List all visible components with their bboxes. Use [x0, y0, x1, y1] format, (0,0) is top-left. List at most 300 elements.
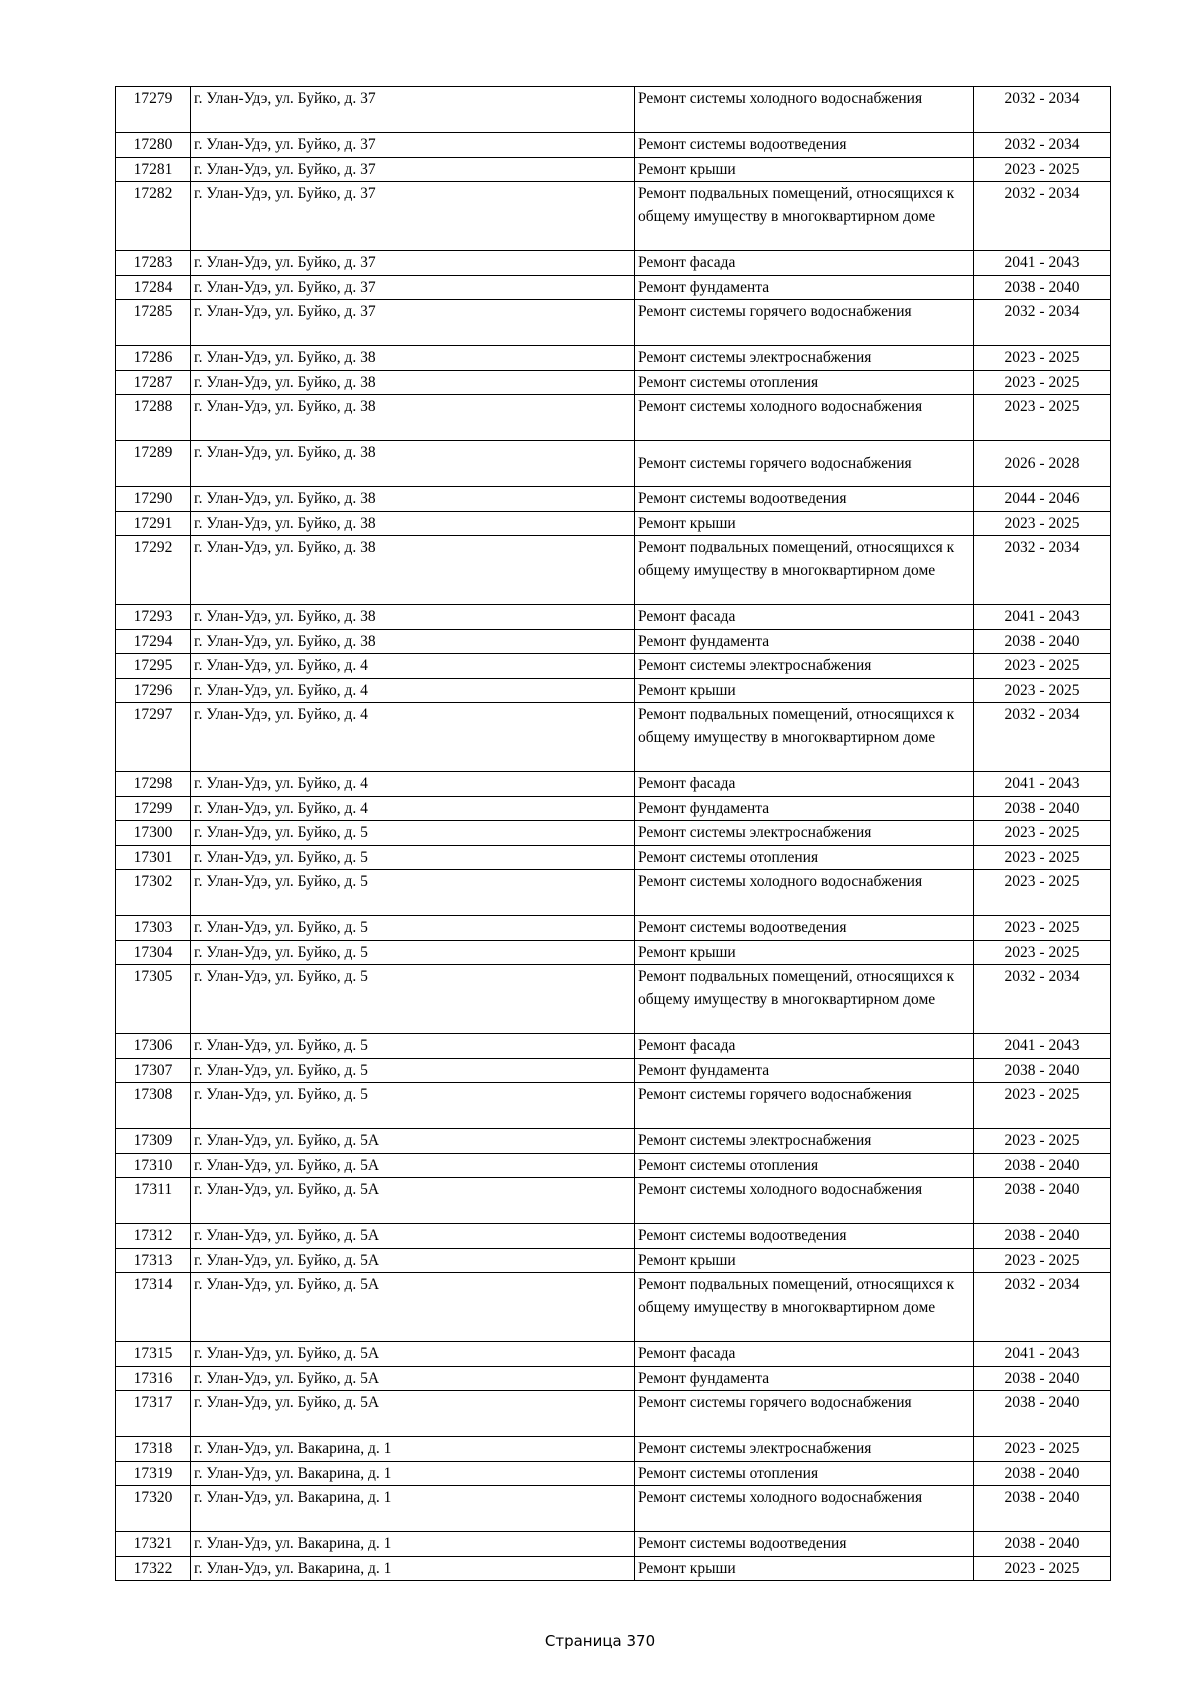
row-work-type: [635, 654, 974, 679]
row-work-type-text: Ремонт системы электроснабжения: [638, 1132, 872, 1149]
page-number: Страница 370: [544, 1632, 656, 1650]
row-work-type-text: Ремонт системы горячего водоснабжения: [638, 455, 912, 472]
row-work-type: [635, 870, 974, 916]
row-number-text: 17321: [133, 1535, 173, 1552]
row-number: [116, 487, 191, 512]
row-work-type: [635, 605, 974, 630]
row-period-text: 2023 - 2025: [1004, 873, 1080, 890]
row-address-text: г. Улан-Удэ, ул. Буйко, д. 37: [194, 160, 376, 178]
row-work-type-text: Ремонт крыши: [638, 681, 736, 699]
row-number: [116, 395, 191, 441]
row-work-type: [635, 251, 974, 276]
row-address: [191, 605, 635, 630]
row-work-type-text: Ремонт фундамента: [638, 632, 770, 650]
table-row: [116, 346, 1111, 371]
row-number: [116, 87, 191, 133]
row-work-type: [635, 821, 974, 846]
row-work-type-text: Ремонт фундамента: [638, 278, 770, 296]
row-period: [974, 1342, 1111, 1367]
table-row: [116, 1248, 1111, 1273]
row-number: [116, 703, 191, 772]
row-period: [974, 703, 1111, 772]
row-period-text: 2023 - 2025: [1004, 681, 1080, 699]
row-work-type: [635, 133, 974, 158]
row-number-text: 17301: [133, 848, 173, 866]
table-row: [116, 511, 1111, 536]
row-number: [116, 796, 191, 821]
row-number: [116, 251, 191, 276]
row-address-text: г. Улан-Удэ, ул. Буйко, д. 5: [194, 919, 368, 936]
row-address-text: г. Улан-Удэ, ул. Буйко, д. 4: [194, 799, 368, 817]
row-address-text: г. Улан-Удэ, ул. Буйко, д. 5А: [194, 1156, 380, 1174]
table-row: [116, 678, 1111, 703]
row-address: [191, 87, 635, 133]
row-period: [974, 487, 1111, 512]
row-number-text: 17307: [133, 1061, 173, 1079]
row-number-text: 17300: [133, 824, 173, 841]
table-row: [116, 965, 1111, 1034]
row-work-type: [635, 1224, 974, 1249]
table-row: [116, 1129, 1111, 1154]
row-work-type-text: Ремонт крыши: [638, 943, 736, 961]
row-number-text: 17317: [133, 1394, 173, 1411]
row-period-text: 2038 - 2040: [1004, 632, 1080, 650]
row-period: [974, 772, 1111, 797]
table-row: [116, 1486, 1111, 1532]
row-address: [191, 182, 635, 251]
row-address-text: г. Улан-Удэ, ул. Вакарина, д. 1: [194, 1440, 392, 1457]
row-address: [191, 1556, 635, 1581]
row-number-text: 17283: [133, 254, 173, 271]
row-address: [191, 370, 635, 395]
row-number: [116, 1178, 191, 1224]
row-work-type-text: Ремонт системы водоотведения: [638, 136, 847, 153]
row-number-text: 17298: [133, 775, 173, 792]
row-period: [974, 1461, 1111, 1486]
row-period-text: 2038 - 2040: [1004, 1489, 1080, 1506]
row-work-type-text: Ремонт подвальных помещений, относящихся к общему имуществу в многоквартирном доме: [638, 968, 955, 1008]
row-number: [116, 821, 191, 846]
row-address-text: г. Улан-Удэ, ул. Вакарина, д. 1: [194, 1535, 392, 1552]
row-address: [191, 251, 635, 276]
row-number-text: 17303: [133, 919, 173, 936]
row-work-type-text: Ремонт системы отопления: [638, 1464, 819, 1482]
row-address-text: г. Улан-Удэ, ул. Буйко, д. 4: [194, 706, 368, 723]
row-number: [116, 182, 191, 251]
row-work-type: [635, 370, 974, 395]
row-address-text: г. Улан-Удэ, ул. Буйко, д. 5А: [194, 1251, 380, 1269]
row-work-type-text: Ремонт фасада: [638, 608, 736, 625]
row-address: [191, 1486, 635, 1532]
row-number: [116, 1486, 191, 1532]
row-address-text: г. Улан-Удэ, ул. Вакарина, д. 1: [194, 1464, 392, 1482]
row-number-text: 17311: [133, 1181, 173, 1198]
table-row: [116, 916, 1111, 941]
table-row: [116, 1532, 1111, 1557]
row-address: [191, 157, 635, 182]
row-work-type: [635, 87, 974, 133]
row-work-type-text: Ремонт фундамента: [638, 799, 770, 817]
row-address-text: г. Улан-Удэ, ул. Буйко, д. 38: [194, 608, 376, 625]
row-address-text: г. Улан-Удэ, ул. Буйко, д. 5: [194, 1037, 368, 1054]
row-work-type: [635, 487, 974, 512]
row-number: [116, 1273, 191, 1342]
row-address: [191, 916, 635, 941]
row-number-text: 17309: [133, 1132, 173, 1149]
row-work-type: [635, 157, 974, 182]
row-period-text: 2023 - 2025: [1004, 824, 1080, 841]
row-work-type-text: Ремонт системы электроснабжения: [638, 657, 872, 674]
row-work-type: [635, 536, 974, 605]
row-period-text: 2023 - 2025: [1004, 373, 1080, 391]
row-number-text: 17302: [133, 873, 173, 890]
row-number: [116, 845, 191, 870]
row-period-text: 2038 - 2040: [1004, 1464, 1080, 1482]
row-number-text: 17322: [133, 1559, 173, 1577]
row-address: [191, 1342, 635, 1367]
row-address: [191, 487, 635, 512]
row-address: [191, 1461, 635, 1486]
row-work-type-text: Ремонт системы холодного водоснабжения: [638, 398, 923, 415]
row-number-text: 17314: [133, 1276, 173, 1293]
row-work-type: [635, 346, 974, 371]
row-work-type-text: Ремонт подвальных помещений, относящихся к общему имуществу в многоквартирном доме: [638, 185, 955, 225]
row-address-text: г. Улан-Удэ, ул. Буйко, д. 38: [194, 490, 376, 507]
row-period-text: 2041 - 2043: [1004, 1037, 1080, 1054]
row-address: [191, 300, 635, 346]
row-period-text: 2023 - 2025: [1004, 1440, 1080, 1457]
table-row: [116, 441, 1111, 487]
row-period: [974, 275, 1111, 300]
table-row: [116, 370, 1111, 395]
row-address: [191, 1034, 635, 1059]
row-number: [116, 1556, 191, 1581]
table-row: [116, 1058, 1111, 1083]
row-address-text: г. Улан-Удэ, ул. Буйко, д. 5А: [194, 1181, 380, 1198]
row-work-type: [635, 1034, 974, 1059]
row-address-text: г. Улан-Удэ, ул. Буйко, д. 4: [194, 681, 368, 699]
row-number: [116, 1532, 191, 1557]
row-work-type-text: Ремонт системы водоотведения: [638, 1227, 847, 1244]
row-number: [116, 1391, 191, 1437]
table-row: [116, 870, 1111, 916]
table-row: [116, 487, 1111, 512]
row-work-type-text: Ремонт системы водоотведения: [638, 490, 847, 507]
row-address-text: г. Улан-Удэ, ул. Буйко, д. 5: [194, 1061, 368, 1079]
row-work-type: [635, 1532, 974, 1557]
table-row: [116, 395, 1111, 441]
row-number-text: 17305: [133, 968, 173, 985]
row-address-text: г. Улан-Удэ, ул. Буйко, д. 4: [194, 657, 368, 674]
row-number: [116, 678, 191, 703]
repair-schedule-table: [115, 86, 1111, 1581]
table-row: [116, 940, 1111, 965]
row-number: [116, 940, 191, 965]
table-row: [116, 1178, 1111, 1224]
row-number: [116, 300, 191, 346]
row-address-text: г. Улан-Удэ, ул. Буйко, д. 5А: [194, 1345, 380, 1362]
row-period: [974, 654, 1111, 679]
row-address: [191, 870, 635, 916]
row-work-type: [635, 1366, 974, 1391]
row-period: [974, 1486, 1111, 1532]
row-period: [974, 1391, 1111, 1437]
row-number-text: 17296: [133, 681, 173, 699]
row-work-type-text: Ремонт системы горячего водоснабжения: [638, 1086, 912, 1103]
row-work-type-text: Ремонт фасада: [638, 775, 736, 792]
row-address-text: г. Улан-Удэ, ул. Буйко, д. 38: [194, 373, 376, 391]
row-number-text: 17319: [133, 1464, 173, 1482]
row-work-type: [635, 1486, 974, 1532]
row-address-text: г. Улан-Удэ, ул. Вакарина, д. 1: [194, 1489, 392, 1506]
row-period-text: 2023 - 2025: [1004, 160, 1080, 178]
row-work-type-text: Ремонт системы водоотведения: [638, 919, 847, 936]
row-work-type: [635, 1129, 974, 1154]
row-period: [974, 1437, 1111, 1462]
row-work-type-text: Ремонт системы электроснабжения: [638, 349, 872, 366]
row-number-text: 17318: [133, 1440, 173, 1457]
row-period-text: 2023 - 2025: [1004, 398, 1080, 415]
row-work-type-text: Ремонт подвальных помещений, относящихся к общему имуществу в многоквартирном доме: [638, 706, 955, 746]
row-period: [974, 870, 1111, 916]
row-period-text: 2032 - 2034: [1004, 185, 1080, 202]
row-period: [974, 1034, 1111, 1059]
row-number-text: 17294: [133, 632, 173, 650]
row-address-text: г. Улан-Удэ, ул. Буйко, д. 5А: [194, 1369, 380, 1387]
row-address-text: г. Улан-Удэ, ул. Буйко, д. 5: [194, 848, 368, 866]
row-work-type: [635, 916, 974, 941]
row-work-type: [635, 1556, 974, 1581]
row-period-text: 2032 - 2034: [1004, 136, 1080, 153]
row-number: [116, 346, 191, 371]
row-address: [191, 1129, 635, 1154]
row-number-text: 17291: [133, 514, 173, 532]
row-work-type-text: Ремонт фасада: [638, 1037, 736, 1054]
row-work-type-text: Ремонт системы водоотведения: [638, 1535, 847, 1552]
row-period-text: 2041 - 2043: [1004, 775, 1080, 792]
row-address: [191, 1224, 635, 1249]
row-address: [191, 678, 635, 703]
row-number: [116, 157, 191, 182]
row-number-text: 17287: [133, 373, 173, 391]
row-address: [191, 703, 635, 772]
row-work-type: [635, 182, 974, 251]
row-number-text: 17297: [133, 706, 173, 723]
row-number-text: 17312: [133, 1227, 173, 1244]
row-work-type: [635, 703, 974, 772]
row-address: [191, 1273, 635, 1342]
row-number: [116, 1129, 191, 1154]
row-period-text: 2023 - 2025: [1004, 657, 1080, 674]
row-work-type-text: Ремонт системы отопления: [638, 848, 819, 866]
row-period-text: 2026 - 2028: [1004, 455, 1080, 472]
row-period-text: 2023 - 2025: [1004, 1132, 1080, 1149]
row-number-text: 17313: [133, 1251, 173, 1269]
row-number: [116, 605, 191, 630]
table-row: [116, 821, 1111, 846]
row-period: [974, 1129, 1111, 1154]
row-period: [974, 251, 1111, 276]
row-work-type-text: Ремонт фасада: [638, 254, 736, 271]
row-address: [191, 1366, 635, 1391]
row-number: [116, 654, 191, 679]
row-address-text: г. Улан-Удэ, ул. Буйко, д. 37: [194, 278, 376, 296]
row-period: [974, 1083, 1111, 1129]
row-work-type-text: Ремонт крыши: [638, 514, 736, 532]
row-number-text: 17288: [133, 398, 173, 415]
row-period: [974, 395, 1111, 441]
row-work-type: [635, 772, 974, 797]
row-number: [116, 1437, 191, 1462]
row-address: [191, 1391, 635, 1437]
row-address-text: г. Улан-Удэ, ул. Буйко, д. 5А: [194, 1394, 380, 1411]
row-address: [191, 1153, 635, 1178]
row-work-type: [635, 965, 974, 1034]
row-period-text: 2041 - 2043: [1004, 608, 1080, 625]
row-address-text: г. Улан-Удэ, ул. Буйко, д. 38: [194, 349, 376, 366]
table-row: [116, 251, 1111, 276]
table-row: [116, 133, 1111, 158]
row-work-type: [635, 796, 974, 821]
row-number: [116, 1058, 191, 1083]
row-work-type: [635, 511, 974, 536]
row-address: [191, 629, 635, 654]
row-address-text: г. Улан-Удэ, ул. Буйко, д. 5А: [194, 1227, 380, 1244]
row-period: [974, 346, 1111, 371]
row-work-type: [635, 1437, 974, 1462]
row-period-text: 2041 - 2043: [1004, 1345, 1080, 1362]
table-row: [116, 536, 1111, 605]
row-number-text: 17281: [133, 160, 173, 178]
row-period: [974, 629, 1111, 654]
table-row: [116, 275, 1111, 300]
row-period: [974, 821, 1111, 846]
row-work-type: [635, 1273, 974, 1342]
row-period: [974, 796, 1111, 821]
row-period: [974, 1153, 1111, 1178]
row-address: [191, 796, 635, 821]
row-period: [974, 1058, 1111, 1083]
row-number-text: 17282: [133, 185, 173, 202]
row-period: [974, 1224, 1111, 1249]
row-work-type-text: Ремонт системы холодного водоснабжения: [638, 1181, 923, 1198]
row-work-type-text: Ремонт подвальных помещений, относящихся к общему имуществу в многоквартирном доме: [638, 1276, 955, 1316]
row-number-text: 17320: [133, 1489, 173, 1506]
row-address-text: г. Улан-Удэ, ул. Буйко, д. 37: [194, 254, 376, 271]
row-number-text: 17280: [133, 136, 173, 153]
row-number: [116, 1461, 191, 1486]
table-row: [116, 703, 1111, 772]
row-period-text: 2023 - 2025: [1004, 943, 1080, 961]
row-period-text: 2023 - 2025: [1004, 1559, 1080, 1577]
row-work-type-text: Ремонт системы холодного водоснабжения: [638, 90, 923, 107]
row-period-text: 2023 - 2025: [1004, 848, 1080, 866]
row-number-text: 17304: [133, 943, 173, 961]
row-address-text: г. Улан-Удэ, ул. Буйко, д. 38: [194, 398, 376, 415]
row-number-text: 17316: [133, 1369, 173, 1387]
row-number-text: 17315: [133, 1345, 173, 1362]
row-work-type-text: Ремонт системы электроснабжения: [638, 824, 872, 841]
row-address-text: г. Улан-Удэ, ул. Буйко, д. 37: [194, 90, 376, 107]
row-address-text: г. Улан-Удэ, ул. Буйко, д. 37: [194, 136, 376, 153]
table-row: [116, 629, 1111, 654]
row-period-text: 2038 - 2040: [1004, 1156, 1080, 1174]
row-period-text: 2038 - 2040: [1004, 278, 1080, 296]
row-period-text: 2032 - 2034: [1004, 706, 1080, 723]
row-address-text: г. Улан-Удэ, ул. Буйко, д. 38: [194, 514, 376, 532]
row-work-type: [635, 629, 974, 654]
row-address: [191, 1058, 635, 1083]
row-number-text: 17295: [133, 657, 173, 674]
row-address: [191, 133, 635, 158]
row-period: [974, 1366, 1111, 1391]
row-period: [974, 678, 1111, 703]
row-period: [974, 536, 1111, 605]
row-period-text: 2038 - 2040: [1004, 799, 1080, 817]
row-address-text: г. Улан-Удэ, ул. Буйко, д. 5А: [194, 1132, 380, 1149]
row-work-type-text: Ремонт системы холодного водоснабжения: [638, 873, 923, 890]
table-row: [116, 1342, 1111, 1367]
table-row: [116, 845, 1111, 870]
table-row: [116, 157, 1111, 182]
row-address-text: г. Улан-Удэ, ул. Буйко, д. 5: [194, 968, 368, 985]
row-period: [974, 157, 1111, 182]
row-period: [974, 845, 1111, 870]
row-period: [974, 441, 1111, 487]
row-work-type-text: Ремонт системы электроснабжения: [638, 1440, 872, 1457]
row-work-type-text: Ремонт крыши: [638, 160, 736, 178]
row-period-text: 2023 - 2025: [1004, 514, 1080, 532]
table-row: [116, 300, 1111, 346]
row-period: [974, 1532, 1111, 1557]
row-address-text: г. Улан-Удэ, ул. Вакарина, д. 1: [194, 1559, 392, 1577]
row-period-text: 2044 - 2046: [1004, 490, 1080, 507]
row-period: [974, 605, 1111, 630]
row-address: [191, 1437, 635, 1462]
row-address: [191, 1083, 635, 1129]
row-address: [191, 965, 635, 1034]
row-work-type: [635, 1461, 974, 1486]
row-address: [191, 772, 635, 797]
row-period: [974, 370, 1111, 395]
row-number: [116, 629, 191, 654]
table-row: [116, 772, 1111, 797]
row-period: [974, 916, 1111, 941]
row-work-type: [635, 845, 974, 870]
row-address: [191, 395, 635, 441]
row-work-type: [635, 441, 974, 487]
row-work-type-text: Ремонт системы горячего водоснабжения: [638, 1394, 912, 1411]
row-number: [116, 1366, 191, 1391]
row-work-type-text: Ремонт системы отопления: [638, 1156, 819, 1174]
row-work-type: [635, 940, 974, 965]
row-work-type: [635, 300, 974, 346]
row-period-text: 2038 - 2040: [1004, 1394, 1080, 1411]
row-address: [191, 1532, 635, 1557]
row-period-text: 2032 - 2034: [1004, 539, 1080, 556]
row-work-type: [635, 1342, 974, 1367]
row-address: [191, 1178, 635, 1224]
row-period-text: 2032 - 2034: [1004, 1276, 1080, 1293]
row-period-text: 2023 - 2025: [1004, 919, 1080, 936]
row-address: [191, 654, 635, 679]
row-period-text: 2038 - 2040: [1004, 1061, 1080, 1079]
row-work-type-text: Ремонт системы отопления: [638, 373, 819, 391]
row-number: [116, 133, 191, 158]
table-row: [116, 182, 1111, 251]
row-period: [974, 182, 1111, 251]
row-number: [116, 1153, 191, 1178]
